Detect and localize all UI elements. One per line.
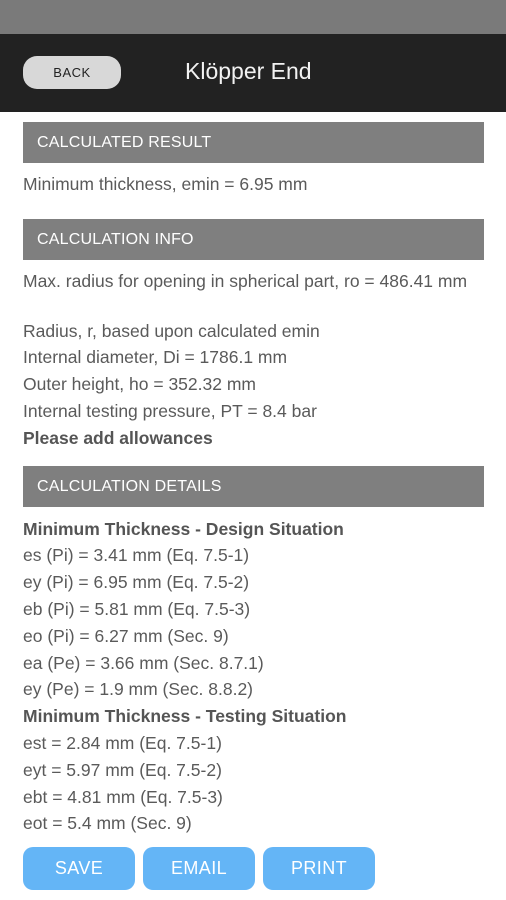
detail-line-ea-pe: ea (Pe) = 3.66 mm (Sec. 8.7.1) [23,653,264,673]
info-line-testing-pressure: Internal testing pressure, PT = 8.4 bar [23,401,317,421]
email-button[interactable]: EMAIL [143,847,255,890]
back-button[interactable]: BACK [23,56,121,89]
info-line-outer-height: Outer height, ho = 352.32 mm [23,374,256,394]
save-button[interactable]: SAVE [23,847,135,890]
status-bar [0,0,506,34]
result-line: Minimum thickness, emin = 6.95 mm [23,174,308,194]
allowances-note: Please add allowances [23,428,213,448]
detail-line-eb-pi: eb (Pi) = 5.81 mm (Eq. 7.5-3) [23,599,251,619]
detail-line-est: est = 2.84 mm (Eq. 7.5-1) [23,733,222,753]
design-situation-heading: Minimum Thickness - Design Situation [23,519,344,539]
detail-line-eo-pi: eo (Pi) = 6.27 mm (Sec. 9) [23,626,229,646]
calculation-info-header: CALCULATION INFO [23,219,484,260]
info-line-max-radius: Max. radius for opening in spherical part, ro = 486.41 mm [23,271,468,291]
calculated-result-header: CALCULATED RESULT [23,122,484,163]
print-button[interactable]: PRINT [263,847,375,890]
calculation-details-header: CALCULATION DETAILS [23,466,484,507]
app-header [0,34,506,112]
detail-line-eot: eot = 5.4 mm (Sec. 9) [23,813,192,833]
detail-line-ebt: ebt = 4.81 mm (Eq. 7.5-3) [23,787,223,807]
testing-situation-heading: Minimum Thickness - Testing Situation [23,706,347,726]
info-line-radius: Radius, r, based upon calculated emin [23,321,320,341]
info-line-internal-diameter: Internal diameter, Di = 1786.1 mm [23,347,288,367]
detail-line-ey-pi: ey (Pi) = 6.95 mm (Eq. 7.5-2) [23,572,250,592]
page-title: Klöpper End [185,58,312,84]
detail-line-eyt: eyt = 5.97 mm (Eq. 7.5-2) [23,760,222,780]
detail-line-ey-pe: ey (Pe) = 1.9 mm (Sec. 8.8.2) [23,679,254,699]
detail-line-es-pi: es (Pi) = 3.41 mm (Eq. 7.5-1) [23,545,250,565]
